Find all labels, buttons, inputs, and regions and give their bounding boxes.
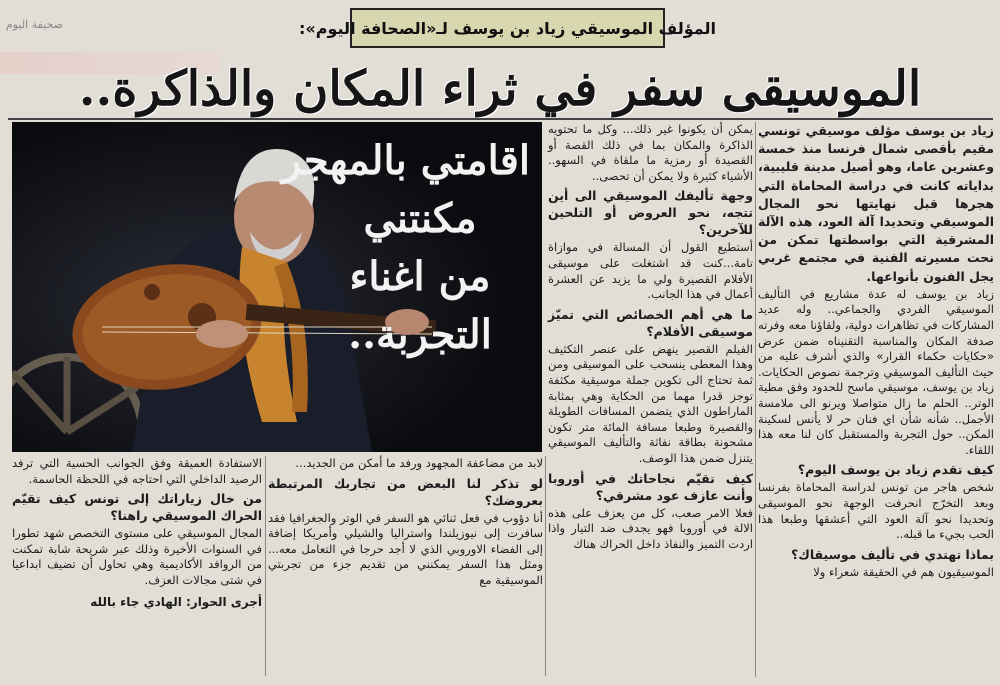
article-paragraph: لابد من مضاعفة المجهود ورفد ما أمكن من الجديد...	[295, 456, 543, 470]
article-paragraph: أستطيع القول أن المسالة في موازاة تامة...كنت قد اشتغلت على موسيقى الأفلام القصيرة ولي ما يزيد عن العشرة أعمال في هذا الجانب.	[548, 240, 753, 302]
interview-question: ما هي أهم الخصائص التي تميّز موسيقى الأفلام؟	[548, 306, 753, 339]
interview-question: وجهة تأليفك الموسيقي الى أين تتجه، نحو العروض أو التلحين للآخرين؟	[548, 188, 753, 238]
interview-question: كيف تقدم زياد بن يوسف اليوم؟	[797, 462, 994, 478]
kicker-text: المؤلف الموسيقي زياد بن يوسف لـ«الصحافة اليوم»:	[299, 18, 716, 38]
quote-line: اقامتي بالمهجر	[281, 137, 530, 184]
corner-mark: صحيفة اليوم	[6, 18, 63, 31]
column-divider	[545, 456, 546, 676]
photo-quote	[281, 132, 530, 364]
article-column-1	[758, 122, 994, 581]
musician-photo	[12, 122, 542, 452]
byline: أجرى الحوار: الهادي جاء بالله	[90, 594, 262, 609]
article-paragraph: الاستفادة العميقة وفق الجوانب الحسية التي ترفد الرصيد الداخلي التي احتاجه في اللحظة الحاسمة.	[12, 456, 262, 486]
article-paragraph: أنا دؤوب في فعل ثنائي هو السفر في الوتر والجغرافيا فقد سافرت إلى نيوزيلندا واستراليا والشيلي وأمريكا إضافة إلى الفضاء الاوروبي الذي لا أجد حرجا في التعامل معه... ومثل هذا السفر يمكنني من تقديم جزء من تجربتي الموسيقية مع	[268, 510, 543, 587]
headline-rule	[8, 118, 993, 120]
interview-question: لو تذكر لنا البعض من تجاربك المرتبطة بعروضك؟	[268, 475, 543, 508]
headline	[0, 60, 1000, 118]
article-column-4	[12, 456, 262, 611]
hand-shape	[196, 320, 248, 348]
article-paragraph: الموسيقيون هم في الحقيقة شعراء ولا	[813, 564, 994, 579]
interview-question: بماذا تهتدي في تأليف موسيقاك؟	[791, 546, 994, 562]
interview-question: من خال زياراتك إلى تونس كيف تقيّم الحراك الموسيقي راهنا؟	[12, 491, 262, 524]
interview-question: كيف تقيّم نجاحاتك في أوروبا وأنت عازف عود مشرقي؟	[548, 470, 753, 503]
column-divider	[755, 122, 756, 677]
headline-text: الموسيقى سفر في ثراء المكان والذاكرة..	[78, 61, 922, 117]
quote-line: التجربة..	[348, 311, 492, 358]
article-paragraph: الفيلم القصير ينهض على عنصر التكثيف وهذا المعطى ينسحب على الموسيقى ومن ثمة تحتاج الى تكوين جملة موسيقية مكثفة توجز قدرا مهما من الحكاية وهي بمثابة الماراطون الذي يتضمن المسافات الطويلة والقصيرة وطبعا مسافة المائة متر تكون مشحونة بطاقة نفاثة والتأليف الموسيقي يتنزل ضمن هذا الوصف.	[548, 341, 753, 465]
article-paragraph: يمكن أن يكونوا غير ذلك... وكل ما تحتويه الذاكرة والمكان بما في ذلك القصة أو القصيدة أو رمزية ما ملقاة في السهو.. الأشياء كثيرة ولا يمكن أن تحصى..	[548, 122, 753, 183]
article-paragraph: شخص هاجر من تونس لدراسة المحاماة بفرنسا وبعد التخرّج انحرفت الوجهة نحو الموسيقى وتحديدا نحو آلة العود التي أعشقها وطبعا هذا الحب بجيء ما قبله..	[758, 480, 994, 542]
quote-line: مكنتني	[363, 195, 477, 242]
article-paragraph: فعلا الامر صعب، كل من يعزف على هذه الالة في أوروبا فهو يجدف ضد التيار واذا اردت التميز والنفاذ داخل الحراك هناك	[548, 505, 753, 551]
article-paragraph: زياد بن يوسف له عدة مشاريع في التأليف الموسيقي الفردي والجماعي.. وله عديد المشاركات في تظاهرات دولية، ولقاؤنا معه وفرته صدفة المكان والمناسبة التقنيناه ضمن عرض «حكايات حكماء القرار» والذي أشرف عليه من حيث التأليف الموسيقي وترجمة نصوص الحكايات. زياد بن يوسف، موسيقي ماسح للحدود وفق مطية الوتر.. الحلم ما زال متواصلا ويرنو الى ملامسة الأجمل.. شأنه شأن اي فنان حر لا يأنس لسكينة المكن.. حول التجربة والمستقبل كان لنا معه هذا اللقاء.	[758, 286, 994, 457]
article-lead: زياد بن يوسف مؤلف موسيقي تونسي مقيم بأقصى شمال فرنسا منذ خمسة وعشرين عاما، وهو أصيل مدينة قليبية، بداياته كانت في دراسة المحاماة التي هجرها قبل نهايتها نحو المجال الموسيقي وتحديدا آلة العود، هذه الآلة المشرقية التي بواسطتها تمكن من نحت مسيرته الفنية في مجتمع غربي يجل الفنون بأنواعها.	[758, 123, 994, 284]
article-paragraph: المجال الموسيقي على مستوى التخصص شهد تطورا في السنوات الأخيرة وذلك عبر شريحة شابة تمكنت من الروافد الأكاديمية وهي تحاول أن تضيف ابداعيا في شتى مجالات العزف.	[12, 526, 262, 587]
article-column-3	[268, 456, 543, 590]
article-column-2	[548, 122, 753, 553]
kicker-box	[299, 8, 716, 48]
quote-line: من اغناء	[349, 253, 491, 300]
column-divider	[265, 456, 266, 676]
